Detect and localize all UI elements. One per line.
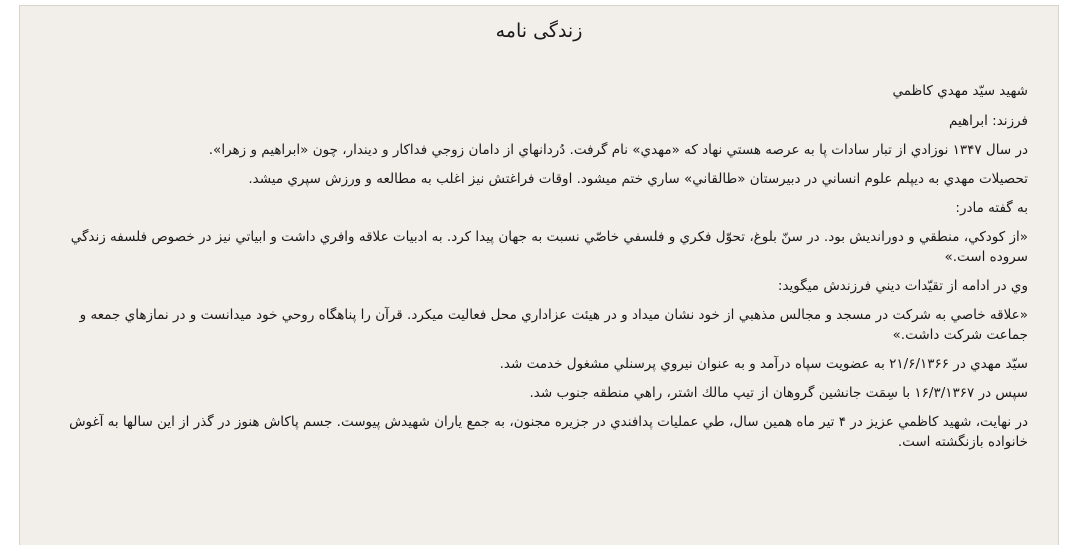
biography-content (40, 81, 1028, 452)
paragraph-education: تحصيلات مهدي به ديپلم علوم انساني در دبيرستان «طالقاني» ساري ختم ميشود. اوقات فراغتش نيز اغلب به مطالعه و ورزش سپري ميشد. (248, 171, 1028, 187)
paragraph-deployment: سپس در ۱۶/۳/۱۳۶۷ با سِمَت جانشين گروهان از تيپ مالك اشتر، راهي منطقه جنوب شد. (529, 385, 1028, 401)
paragraph-martyrdom: در نهايت، شهيد كاظمي عزيز در ۴ تير ماه همين سال، طي عمليات پدافندي در جزيره مجنون، به جمع ياران شهيدش پيوست. جسم پاكاش هنوز در گذر از اين سالها به آغوش خانواده بازنگشته است. (69, 414, 1028, 450)
martyr-name: شهيد سيّد مهدي كاظمي (892, 83, 1028, 99)
paragraph-birth: در سال ۱۳۴۷ نوزادي از تبار سادات پا به عرصه هستي نهاد كه «مهدي» نام گرفت. دُردانهاي از دامان زوجي فداكار و ديندار، چون «ابراهيم و زهرا». (208, 142, 1028, 158)
parent-line: فرزند: ابراهيم (949, 113, 1028, 129)
paragraph-religious-quote: «علاقه خاصي به شركت در مسجد و مجالس مذهبي از خود نشان ميداد و در هيئت عزاداري محل فعاليت ميكرد. قرآن را پناهگاه روحي خود ميدانست و در نمازهاي جمعه و جماعت شركت داشت.» (79, 307, 1028, 343)
paragraph-mother-intro: به گفته مادر: (955, 200, 1028, 216)
biography-panel (19, 5, 1059, 545)
page-title: زندگی نامه (495, 20, 583, 42)
paragraph-religious-intro: وي در ادامه از تقيّدات ديني فرزندش ميگويد: (777, 278, 1028, 294)
paragraph-mother-quote: «از كودكي، منطقي و دورانديش بود. در سنّ بلوغ، تحوّل فكري و فلسفي خاصّي نسبت به جهان پيدا كرد. به ادبيات علاقه وافري داشت و ابياتي نيز در خصوص فلسفه زندگي سروده است.» (70, 229, 1028, 265)
paragraph-irgc: سيّد مهدي در ۲۱/۶/۱۳۶۶ به عضويت سپاه درآمد و به عنوان نيروي پرسنلي مشغول خدمت شد. (499, 356, 1028, 372)
